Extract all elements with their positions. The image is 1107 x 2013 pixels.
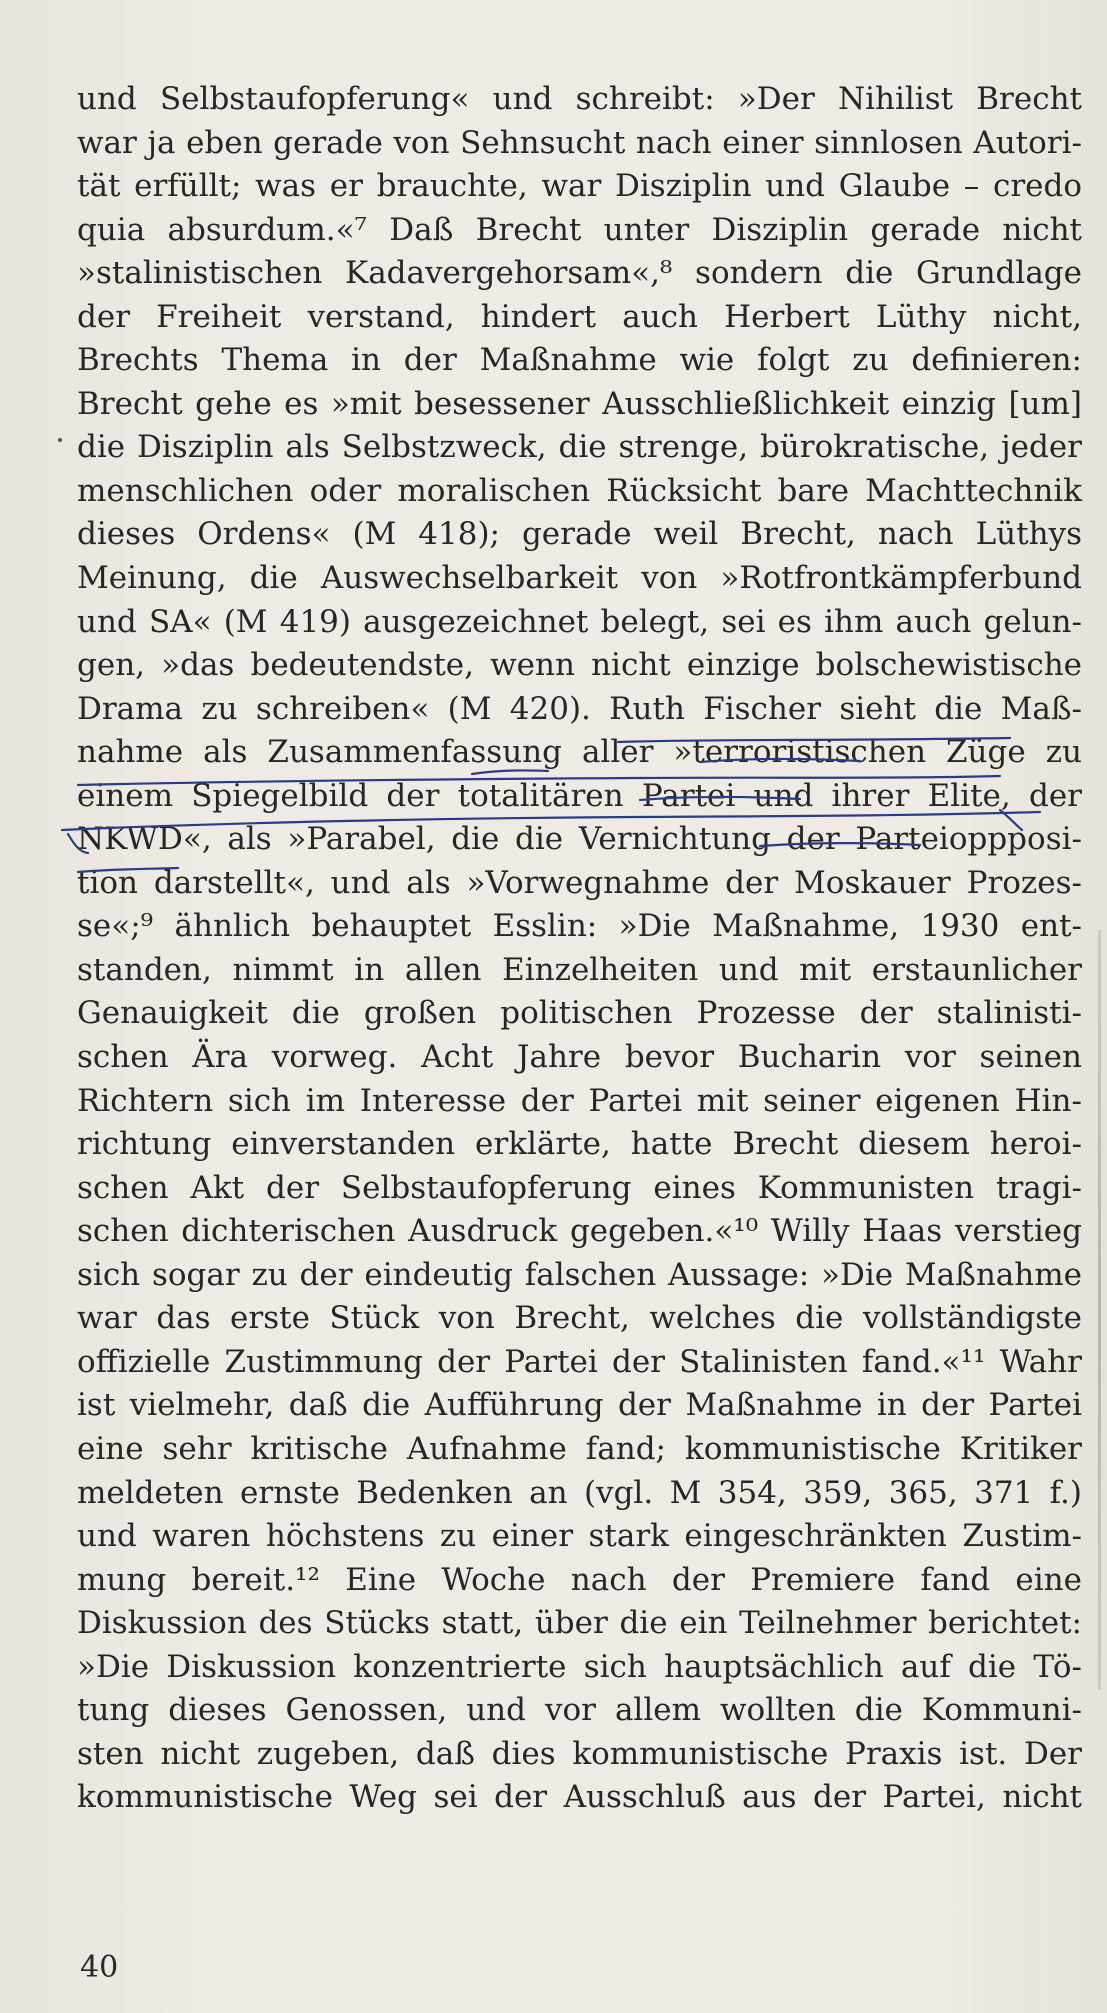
text-line: der Freiheit verstand, hindert auch Herbert Lüthy nicht, bbox=[77, 298, 1082, 335]
text-line: Richtern sich im Interesse der Partei mit seiner eigenen Hin- bbox=[77, 1082, 1082, 1119]
text-line: NKWD«, als »Parabel, die die Vernichtung der Parteioppposi- bbox=[77, 821, 1082, 858]
text-line: Brecht gehe es »mit besessener Ausschließlichkeit einzig [um] bbox=[77, 385, 1082, 422]
text-line: tion darstellt«, und als »Vorwegnahme der Moskauer Prozes- bbox=[77, 864, 1082, 901]
text-line: nahme als Zusammenfassung aller »terroristischen Züge zu bbox=[77, 734, 1082, 771]
text-line: ist vielmehr, daß die Aufführung der Maßnahme in der Partei bbox=[77, 1387, 1082, 1424]
text-line: Meinung, die Auswechselbarkeit von »Rotfrontkämpferbund bbox=[77, 560, 1082, 597]
text-line: mung bereit.¹² Eine Woche nach der Premiere fand eine bbox=[77, 1561, 1082, 1598]
text-line: Genauigkeit die großen politischen Prozesse der stalinisti- bbox=[77, 995, 1082, 1032]
text-line: standen, nimmt in allen Einzelheiten und mit erstaunlicher bbox=[77, 951, 1082, 988]
text-line: richtung einverstanden erklärte, hatte Brecht diesem heroi- bbox=[77, 1126, 1082, 1163]
text-line: war ja eben gerade von Sehnsucht nach einer sinnlosen Autori- bbox=[77, 124, 1082, 161]
body-text bbox=[77, 78, 1097, 1820]
text-line: und Selbstaufopferung« und schreibt: »Der Nihilist Brecht bbox=[77, 81, 1082, 117]
text-line: die Disziplin als Selbstzweck, die strenge, bürokratische, jeder bbox=[77, 429, 1082, 466]
margin-mark bbox=[58, 438, 62, 442]
text-line: schen Ära vorweg. Acht Jahre bevor Bucharin vor seinen bbox=[77, 1039, 1082, 1076]
text-line: gen, »das bedeutendste, wenn nicht einzige bolschewistische bbox=[77, 647, 1082, 684]
text-line: einem Spiegelbild der totalitären Partei und ihrer Elite, der bbox=[77, 777, 1082, 814]
text-line: sten nicht zugeben, daß dies kommunistische Praxis ist. Der bbox=[77, 1735, 1082, 1772]
text-line: »Die Diskussion konzentrierte sich hauptsächlich auf die Tö- bbox=[77, 1648, 1082, 1685]
text-line: tät erfüllt; was er brauchte, war Disziplin und Glaube – credo bbox=[77, 168, 1082, 205]
text-line: se«;⁹ ähnlich behauptet Esslin: »Die Maßnahme, 1930 ent- bbox=[77, 908, 1082, 945]
page-number: 40 bbox=[80, 1950, 119, 1985]
text-line: und waren höchstens zu einer stark eingeschränkten Zustim- bbox=[77, 1518, 1082, 1555]
text-line: Diskussion des Stücks statt, über die ein Teilnehmer berichtet: bbox=[77, 1605, 1082, 1642]
text-line: »stalinistischen Kadavergehorsam«,⁸ sondern die Grundlage bbox=[77, 255, 1082, 292]
text-line: offizielle Zustimmung der Partei der Stalinisten fand.«¹¹ Wahr bbox=[77, 1343, 1082, 1380]
text-line: tung dieses Genossen, und vor allem wollten die Kommuni- bbox=[77, 1692, 1082, 1729]
text-line: Brechts Thema in der Maßnahme wie folgt zu definieren: bbox=[77, 342, 1082, 379]
text-line: und SA« (M 419) ausgezeichnet belegt, sei es ihm auch gelun- bbox=[77, 603, 1082, 640]
text-line: menschlichen oder moralischen Rücksicht bare Machttechnik bbox=[77, 472, 1082, 509]
text-line: kommunistische Weg sei der Ausschluß aus der Partei, nicht bbox=[77, 1779, 1082, 1816]
text-line: meldeten ernste Bedenken an (vgl. M 354, 359, 365, 371 f.) bbox=[77, 1474, 1082, 1511]
text-line: dieses Ordens« (M 418); gerade weil Brecht, nach Lüthys bbox=[77, 516, 1082, 553]
text-line: Drama zu schreiben« (M 420). Ruth Fischer sieht die Maß- bbox=[77, 690, 1082, 727]
text-line: sich sogar zu der eindeutig falschen Aussage: »Die Maßnahme bbox=[77, 1256, 1082, 1293]
text-line: quia absurdum.«⁷ Daß Brecht unter Disziplin gerade nicht bbox=[77, 211, 1082, 248]
page-edge-shadow bbox=[1098, 930, 1101, 1690]
text-line: war das erste Stück von Brecht, welches die vollständigste bbox=[77, 1300, 1082, 1337]
text-line: schen dichterischen Ausdruck gegeben.«¹⁰ Willy Haas verstieg bbox=[77, 1213, 1082, 1250]
text-line: schen Akt der Selbstaufopferung eines Kommunisten tragi- bbox=[77, 1169, 1082, 1206]
text-line: eine sehr kritische Aufnahme fand; kommunistische Kritiker bbox=[77, 1430, 1082, 1467]
